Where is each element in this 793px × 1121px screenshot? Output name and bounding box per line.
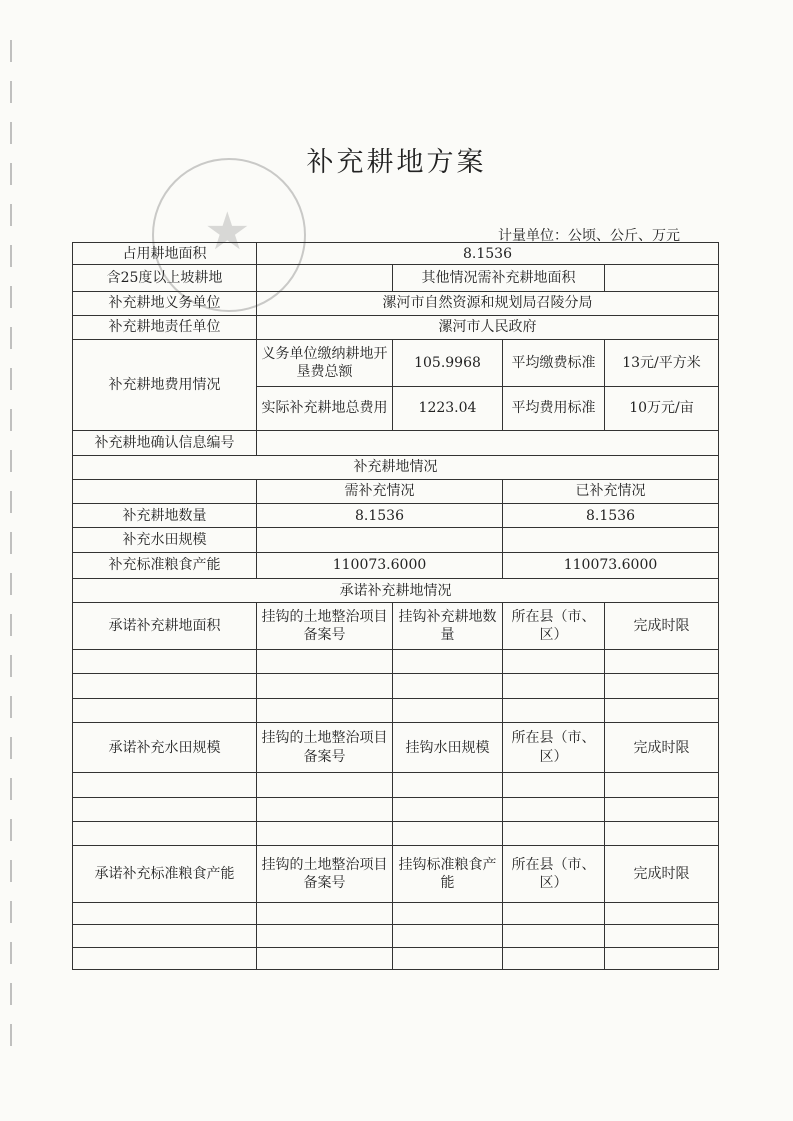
other-value [605,265,719,291]
county-header: 所在县（市、区） [503,603,605,650]
project-no-header-3: 挂钩的土地整治项目备案号 [257,846,393,903]
hook-paddy-header: 挂钩水田规模 [393,722,503,773]
qty-done: 8.1536 [503,504,719,528]
county-header-2: 所在县（市、区） [503,722,605,773]
hook-grain-header: 挂钩标准粮食产能 [393,846,503,903]
paddy-label: 补充水田规模 [73,528,257,552]
project-no-header: 挂钩的土地整治项目备案号 [257,603,393,650]
fee-paid-value: 105.9968 [393,340,503,387]
project-no-header-2: 挂钩的土地整治项目备案号 [257,722,393,773]
need-header: 需补充情况 [257,479,503,503]
obligor-value: 漯河市自然资源和规划局召陵分局 [257,291,719,315]
promise-grain-label: 承诺补充标准粮食产能 [73,846,257,903]
confirm-label: 补充耕地确认信息编号 [73,431,257,455]
promise-area-label: 承诺补充耕地面积 [73,603,257,650]
avg-pay-value: 13元/平方米 [605,340,719,387]
fee-paid-label: 义务单位缴纳耕地开垦费总额 [257,340,393,387]
binding-holes [6,40,20,1080]
slope-value [257,265,393,291]
promise-heading: 承诺补充耕地情况 [73,579,719,603]
confirm-value [257,431,719,455]
promise-paddy-label: 承诺补充水田规模 [73,722,257,773]
paddy-done [503,528,719,552]
deadline-header-2: 完成时限 [605,722,719,773]
avg-pay-label: 平均缴费标准 [503,340,605,387]
responsible-value: 漯河市人民政府 [257,315,719,339]
done-header: 已补充情况 [503,479,719,503]
grain-done: 110073.6000 [503,552,719,578]
fee-label: 补充耕地费用情况 [73,340,257,431]
unit-note: 计量单位：公顷、公斤、万元 [498,228,680,244]
other-label: 其他情况需补充耕地面积 [393,265,605,291]
deadline-header: 完成时限 [605,603,719,650]
plan-table [72,242,719,970]
responsible-label: 补充耕地责任单位 [73,315,257,339]
seal-star-icon: ★ [204,202,251,262]
deadline-header-3: 完成时限 [605,846,719,903]
avg-cost-label: 平均费用标准 [503,386,605,431]
occupied-label: 占用耕地面积 [73,243,257,265]
county-header-3: 所在县（市、区） [503,846,605,903]
avg-cost-value: 10万元/亩 [605,386,719,431]
grain-need: 110073.6000 [257,552,503,578]
hook-area-header: 挂钩补充耕地数量 [393,603,503,650]
page-title: 补充耕地方案 [306,147,487,178]
actual-value: 1223.04 [393,386,503,431]
slope-label: 含25度以上坡耕地 [73,265,257,291]
occupied-value: 8.1536 [257,243,719,265]
obligor-label: 补充耕地义务单位 [73,291,257,315]
supplement-blank [73,479,257,503]
actual-label: 实际补充耕地总费用 [257,386,393,431]
paddy-need [257,528,503,552]
supplement-heading: 补充耕地情况 [73,455,719,479]
qty-label: 补充耕地数量 [73,504,257,528]
grain-label: 补充标准粮食产能 [73,552,257,578]
qty-need: 8.1536 [257,504,503,528]
